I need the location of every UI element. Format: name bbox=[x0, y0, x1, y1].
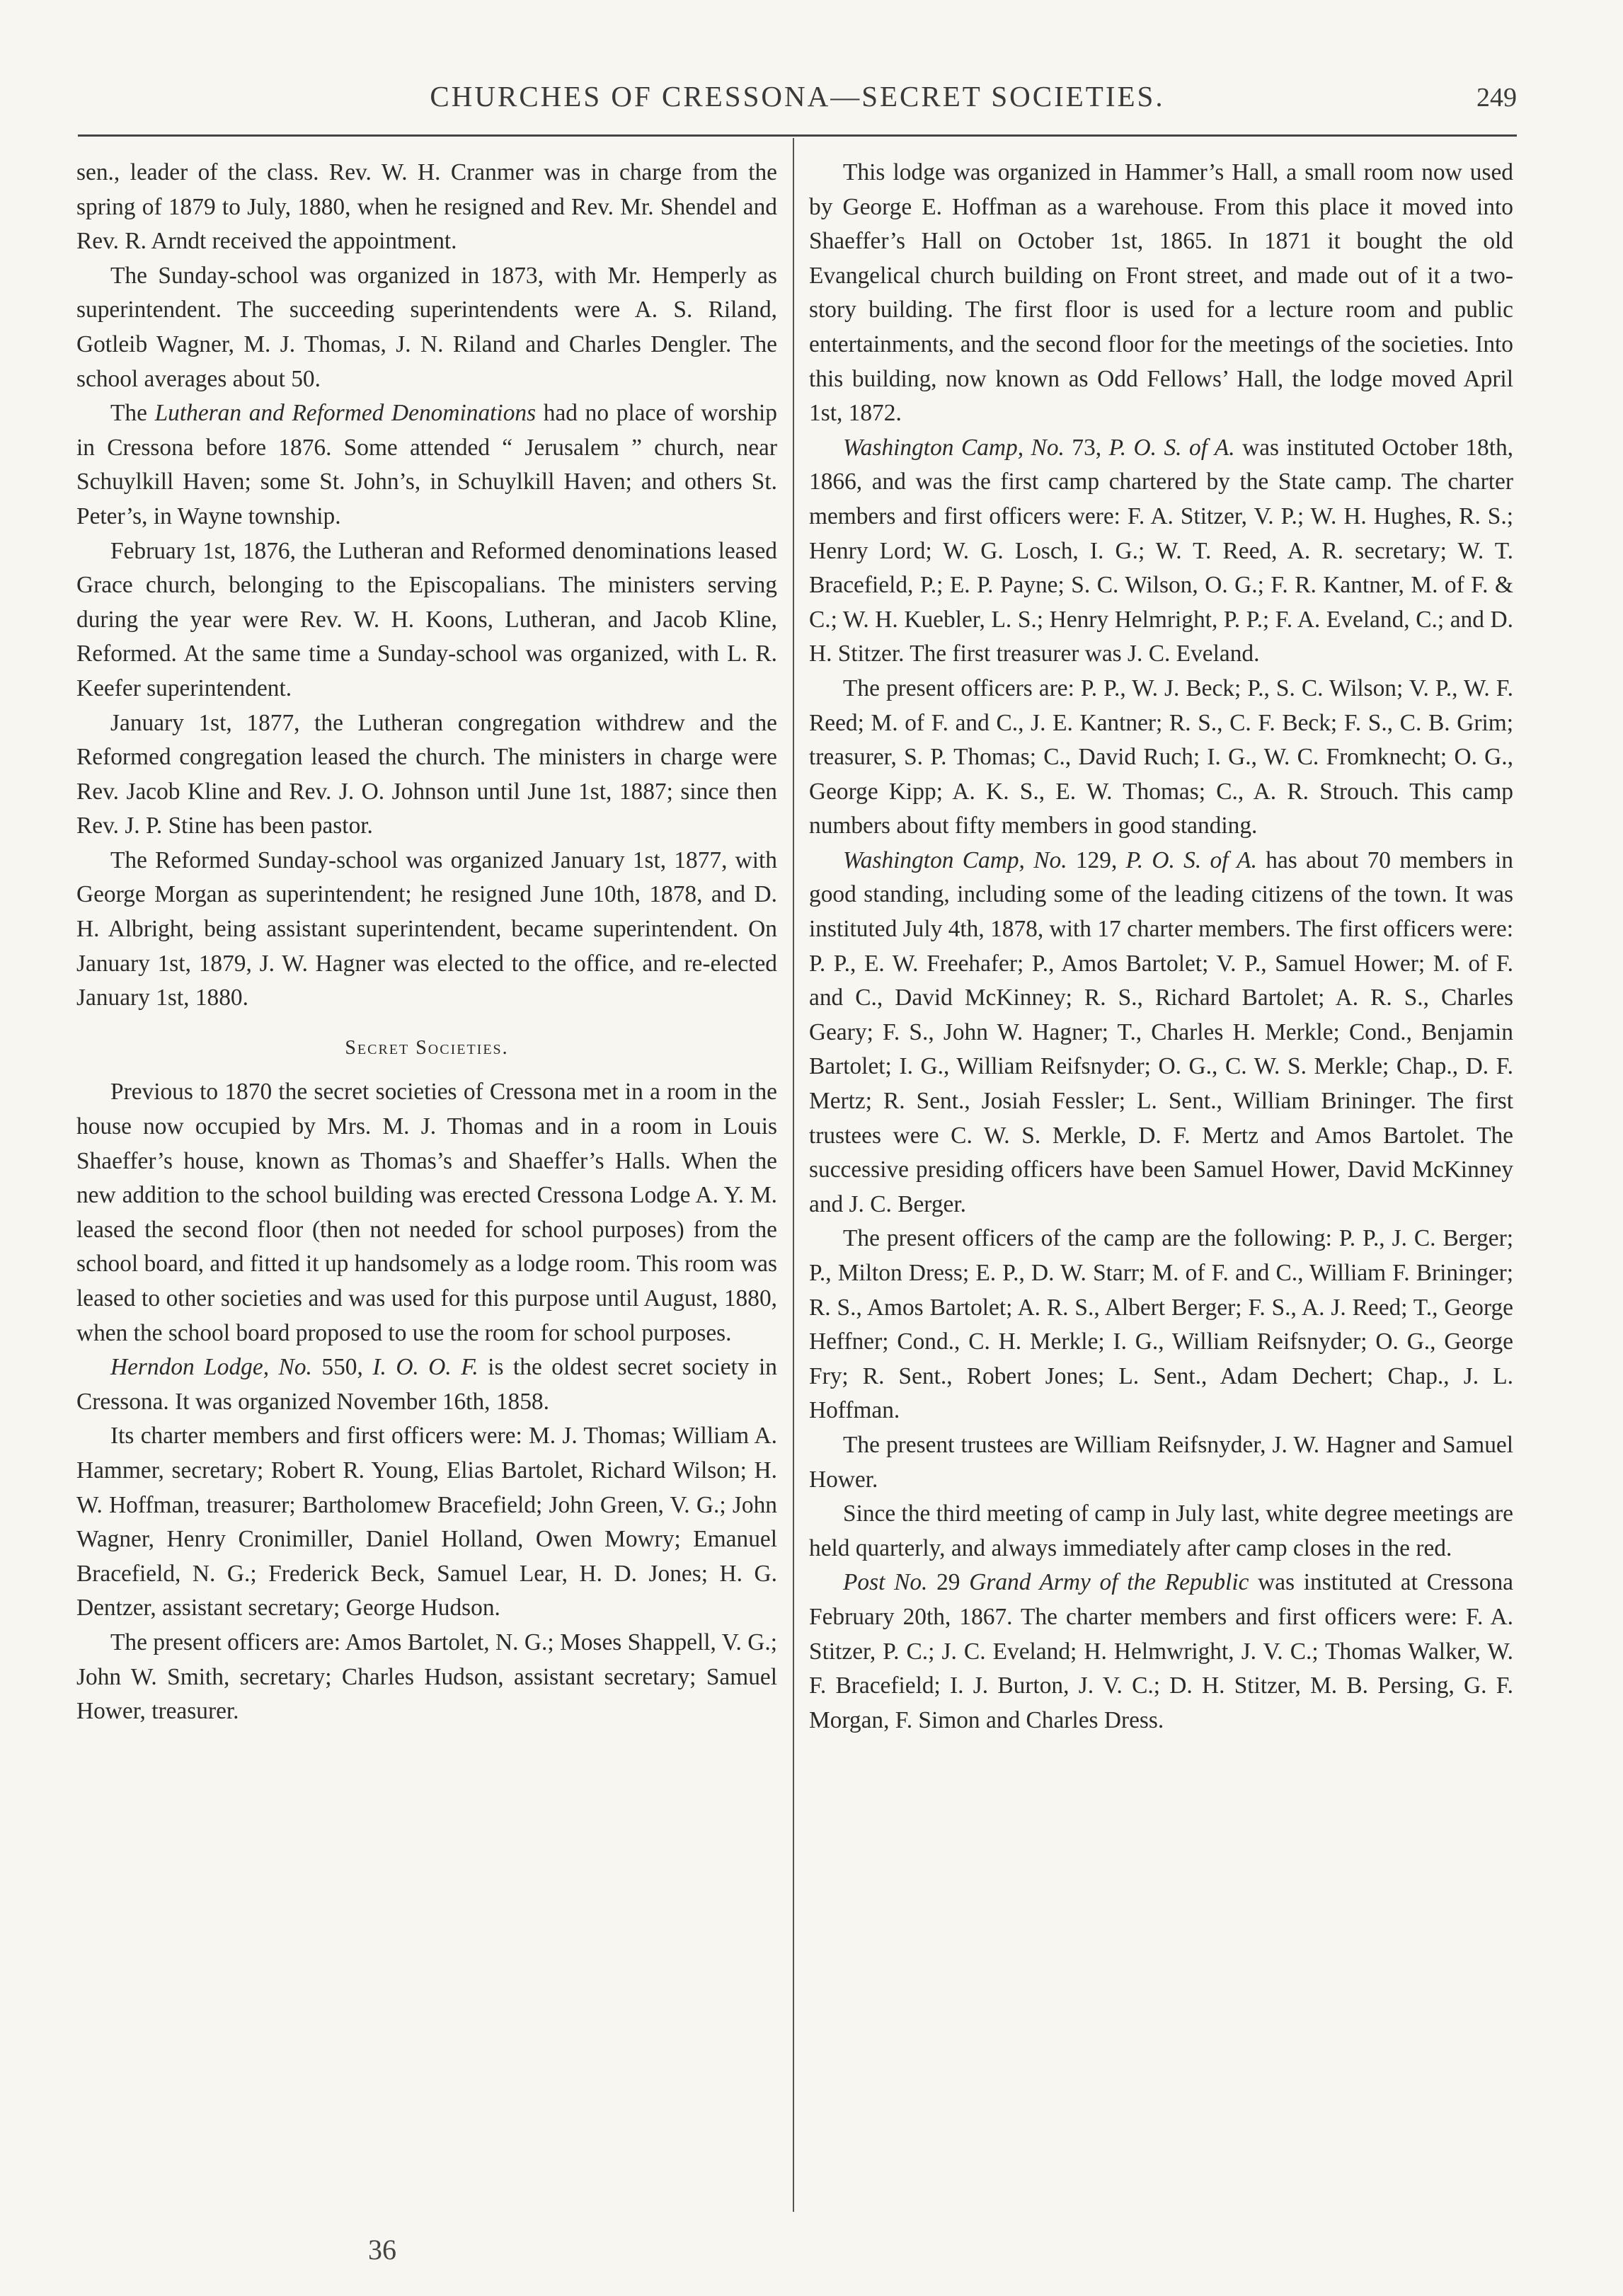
column-divider bbox=[793, 138, 794, 2212]
paragraph: This lodge was organized in Hammer’s Hall, a small room now used by George E. Hoffman as a warehouse. From this place it moved into Shaeffer’s Hall on October 1st, 1865. In 1871 it bought the old Evangelical church building on Front street, and made out of it a two-story building. The first floor is used for a lecture room and public entertainments, and the second floor for the meetings of the societies. Into this building, now known as Odd Fellows’ Hall, the lodge moved April 1st, 1872. bbox=[809, 159, 1513, 427]
paragraph: Since the third meeting of camp in July last, white degree meetings are held quarterly, and always immediately after camp closes in the red. bbox=[809, 1500, 1513, 1561]
text-run: has about 70 members in good standing, including some of the leading citizens of the town. It was instituted July 4th, 1878, with 17 charter members. The first officers were: P. P., E. W. Freehafer; P., Amos Bartolet; V. P., Samuel Hower; M. of F. and C., David McKinney; R. S., Richard Bartolet; A. R. S., Charles Geary; F. S., John W. Hagner; T., Charles H. Merkle; Cond., Benjamin Bartolet; I. G., William Reifsnyder; O. G., C. W. S. Merkle; Chap., D. F. Mertz; R. Sent., Josiah Fessler; L. Sent., William Brininger. The first trustees were C. W. S. Merkle, D. F. Mertz and Amos Bartolet. The successive presiding officers have been Samuel Hower, David McKinney and J. C. Berger. bbox=[809, 846, 1513, 1217]
text-run: was instituted October 18th, 1866, and was the first camp chartered by the State camp. The charter members and first officers were: F. A. Stitzer, V. P.; W. H. Hughes, R. S.; Henry Lord; W. G. Losch, I. G.; W. T. Reed, A. R. secretary; W. T. Bracefield, P.; E. P. Payne; S. C. Wilson, O. G.; F. R. Kantner, M. of F. & C.; W. H. Kuebler, L. S.; Henry Helmright, P. P.; F. A. Eveland, C.; and D. H. Stitzer. The first treasurer was J. C. Eveland. bbox=[809, 434, 1514, 667]
italic-text: Lutheran and Reformed Denominations bbox=[154, 400, 537, 427]
italic-text: I. O. O. F. bbox=[372, 1354, 478, 1381]
paragraph: Its charter members and first officers were: M. J. Thomas; William A. Hammer, secretary; Robert R. Young, Elias Bartolet, Richard Wilson; H. W. Hoffman, treasurer; Bartholomew Bracefield; John Green, V. G.; John Wagner, Henry Cronimiller, Daniel Holland, Owen Mowry; Emanuel Bracefield, N. G.; Frederick Beck, Samuel Lear, H. D. Jones; H. G. Dentzer, assistant secretary; George Hudson. bbox=[76, 1423, 777, 1621]
page-number: 249 bbox=[1476, 83, 1517, 113]
paragraph: February 1st, 1876, the Lutheran and Reformed denominations leased Grace church, belonging to the Episcopalians. The ministers serving during the year were Rev. W. H. Koons, Lutheran, and Jacob Kline, Reformed. At the same time a Sunday-school was organized, with L. R. Keefer superintendent. bbox=[76, 537, 777, 701]
text-run: 129, bbox=[1067, 846, 1126, 873]
text-run: is the oldest secret society in Cressona. It was organized November 16th, 1858. bbox=[76, 1354, 777, 1415]
paragraph bbox=[809, 431, 1513, 672]
italic-text: P. O. S. of A. bbox=[1125, 846, 1257, 873]
italic-text: Washington Camp, No. bbox=[843, 846, 1067, 873]
paragraph bbox=[76, 1350, 777, 1419]
paragraph: sen., leader of the class. Rev. W. H. Cranmer was in charge from the spring of 1879 to July, 1880, when he resigned and Rev. Mr. Shendel and Rev. R. Arndt received the appointment. bbox=[76, 159, 777, 255]
paragraph bbox=[809, 1566, 1513, 1738]
text-run: 73, bbox=[1064, 434, 1109, 461]
paragraph: The present trustees are William Reifsnyder, J. W. Hagner and Samuel Hower. bbox=[809, 1431, 1513, 1493]
left-column bbox=[76, 156, 777, 1729]
paragraph bbox=[809, 844, 1513, 1222]
italic-text: Post No. bbox=[843, 1569, 928, 1596]
section-heading: Secret Societies. bbox=[345, 1036, 509, 1059]
running-title: CHURCHES OF CRESSONA—SECRET SOCIETIES. bbox=[430, 80, 1165, 113]
header-rule bbox=[78, 134, 1517, 137]
text-run: The bbox=[110, 400, 155, 427]
paragraph: January 1st, 1877, the Lutheran congregation withdrew and the Reformed congregation leased the church. The ministers in charge were Rev. Jacob Kline and Rev. J. O. Johnson until June 1st, 1887; since then Rev. J. P. Stine has been pastor. bbox=[76, 709, 777, 839]
italic-text: Herndon Lodge, No. bbox=[110, 1354, 312, 1381]
paragraph: The Sunday-school was organized in 1873, with Mr. Hemperly as superintendent. The succeeding superintendents were A. S. Riland, Gotleib Wagner, M. J. Thomas, J. N. Riland and Charles Dengler. The school averages about 50. bbox=[76, 262, 777, 392]
paragraph: The Reformed Sunday-school was organized January 1st, 1877, with George Morgan as superintendent; he resigned June 10th, 1878, and D. H. Albright, being assistant superintendent, became superintendent. On January 1st, 1879, J. W. Hagner was elected to the office, and re-elected January 1st, 1880. bbox=[76, 846, 777, 1011]
text-run: had no place of worship in Cressona before 1876. Some attended “ Jerusalem ” church, near Schuylkill Haven; some St. John’s, in Schuylkill Haven; and others St. Peter’s, in Wayne township. bbox=[76, 400, 777, 529]
signature-mark: 36 bbox=[368, 2234, 396, 2266]
right-column bbox=[809, 156, 1513, 1738]
paragraph: The present officers are: Amos Bartolet, N. G.; Moses Shappell, V. G.; John W. Smith, secretary; Charles Hudson, assistant secretary; Samuel Hower, treasurer. bbox=[76, 1629, 777, 1725]
italic-text: P. O. S. of A. bbox=[1108, 434, 1235, 461]
italic-text: Washington Camp, No. bbox=[843, 434, 1065, 461]
text-run: was instituted at Cressona February 20th, 1867. The charter members and first officers were: F. A. Stitzer, P. C.; J. C. Eveland; H. Helmwright, J. V. C.; Thomas Walker, W. F. Bracefield; I. J. Burton, J. V. C.; D. H. Stitzer, M. B. Persing, G. F. Morgan, F. Simon and Charles Dress. bbox=[809, 1569, 1513, 1733]
page-header bbox=[78, 79, 1517, 122]
paragraph: The present officers of the camp are the following: P. P., J. C. Berger; P., Milton Dress; E. P., D. W. Starr; M. of F. and C., William F. Brininger; R. S., Amos Bartolet; A. R. S., Albert Berger; F. S., A. J. Reed; T., George Heffner; Cond., C. H. Merkle; I. G., William Reifsnyder; O. G., George Fry; R. Sent., Robert Jones; L. Sent., Adam Dechert; Chap., J. L. Hoffman. bbox=[809, 1225, 1513, 1424]
paragraph: The present officers are: P. P., W. J. Beck; P., S. C. Wilson; V. P., W. F. Reed; M. of F. and C., J. E. Kantner; R. S., C. F. Beck; F. S., C. B. Grim; treasurer, S. P. Thomas; C., David Ruch; I. G., W. C. Fromknecht; O. G., George Kipp; A. K. S., E. W. Thomas; C., A. R. Strouch. This camp numbers about fifty members in good standing. bbox=[809, 675, 1513, 839]
paragraph: Previous to 1870 the secret societies of Cressona met in a room in the house now occupied by Mrs. M. J. Thomas and in a room in Louis Shaeffer’s house, known as Thomas’s and Shaeffer’s Halls. When the new addition to the school building was erected Cressona Lodge A. Y. M. leased the second floor (then not needed for school purposes) from the school board, and fitted it up handsomely as a lodge room. This room was leased to other societies and was used for this purpose until August, 1880, when the school board proposed to use the room for school purposes. bbox=[76, 1079, 777, 1346]
text-run: 29 bbox=[927, 1569, 970, 1596]
text-run: 550, bbox=[311, 1354, 373, 1381]
italic-text: Grand Army of the Republic bbox=[969, 1569, 1249, 1596]
paragraph bbox=[76, 396, 777, 534]
